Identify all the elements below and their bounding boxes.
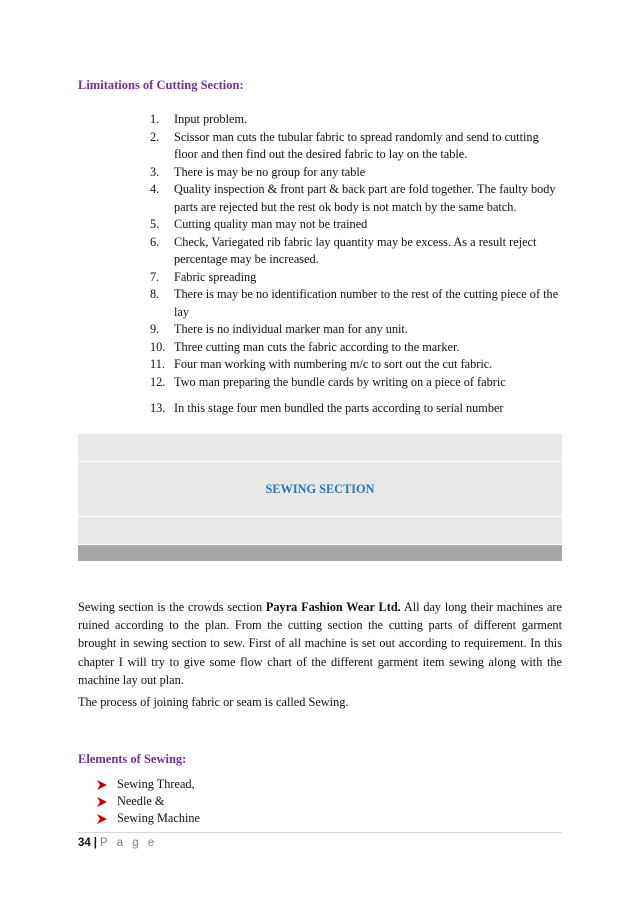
list-item [150, 400, 565, 418]
list-item [96, 793, 200, 810]
limitations-list [150, 111, 565, 418]
item-text: Cutting quality man may not be trained [174, 217, 368, 231]
banner-title: SEWING SECTION [78, 462, 562, 517]
item-text: In this stage four men bundled the parts according to serial number [174, 401, 504, 415]
list-item [150, 164, 565, 182]
list-item [150, 321, 565, 339]
intro-paragraph [78, 598, 562, 689]
list-item [150, 181, 565, 216]
item-text: Scissor man cuts the tubular fabric to spread randomly and send to cutting floor and then find out the desired fabric to lay on the table. [174, 129, 539, 161]
item-text: There is no individual marker man for any unit. [174, 322, 408, 336]
item-text: Quality inspection & front part & back part are fold together. The faulty body parts are rejected but the rest ok body is not match by the same batch. [174, 182, 556, 214]
item-number: 2. [150, 129, 160, 144]
item-number: 4. [150, 182, 160, 196]
process-paragraph: The process of joining fabric or seam is called Sewing. [78, 695, 349, 709]
item-text: Check, Variegated rib fabric lay quantity may be excess. As a result reject percentage may be increased. [174, 234, 537, 266]
list-item [150, 374, 565, 392]
list-item [150, 216, 565, 234]
item-text: There is may be no group for any table [174, 164, 366, 179]
item-text: Three cutting man cuts the fabric according to the marker. [174, 339, 460, 354]
company-name: Payra Fashion Wear Ltd. [265, 600, 401, 614]
item-text: There is may be no identification number to the rest of the cutting piece of the lay [174, 287, 559, 319]
sewing-section-banner [78, 434, 562, 561]
page-footer [78, 837, 157, 849]
list-item [96, 776, 200, 793]
intro-text-start: Sewing section is the crowds section [78, 600, 266, 614]
banner-band [78, 434, 562, 462]
list-item [150, 111, 565, 129]
item-number: 6. [150, 234, 160, 249]
footer-separator: | [93, 837, 98, 849]
list-item [150, 339, 565, 357]
banner-band [78, 517, 562, 545]
intro-text-end: All day long their machines are ruined according to the plan. From the cutting section the cutting parts of different garment brought in sewing section to sew. First of all machine is set out according to requirement. In this chapter I will try to give some flow chart of the different garment item sewing along with the machine lay out plan. [78, 600, 562, 687]
element-label: Needle & [117, 794, 165, 808]
element-label: Sewing Thread, [117, 777, 195, 791]
list-item [150, 286, 565, 321]
list-item [150, 129, 565, 164]
item-number: 8. [150, 287, 160, 301]
elements-heading: Elements of Sewing: [78, 752, 187, 766]
arrow-bullet-icon [96, 796, 108, 808]
page-number: 34 [78, 837, 91, 849]
item-number: 13. [150, 401, 166, 415]
item-number: 10. [150, 339, 166, 354]
list-item [96, 810, 200, 827]
item-number: 7. [150, 269, 160, 284]
footer-divider [78, 832, 562, 833]
item-text: Fabric spreading [174, 269, 257, 284]
item-number: 12. [150, 374, 166, 389]
list-item [150, 356, 565, 374]
element-label: Sewing Machine [117, 811, 200, 825]
list-item [150, 234, 565, 269]
arrow-bullet-icon [96, 779, 108, 791]
list-item [150, 269, 565, 287]
page-word: P a g e [100, 837, 158, 849]
item-number: 1. [150, 112, 160, 126]
banner-band-dark [78, 545, 562, 561]
item-number: 3. [150, 164, 160, 179]
item-text: Input problem. [174, 112, 248, 126]
item-number: 9. [150, 322, 160, 336]
item-text: Two man preparing the bundle cards by writing on a piece of fabric [174, 374, 506, 389]
item-number: 5. [150, 217, 160, 231]
limitations-heading: Limitations of Cutting Section: [78, 78, 244, 92]
arrow-bullet-icon [96, 813, 108, 825]
elements-list [96, 776, 200, 827]
item-text: Four man working with numbering m/c to sort out the cut fabric. [174, 357, 493, 371]
item-number: 11. [150, 357, 165, 371]
